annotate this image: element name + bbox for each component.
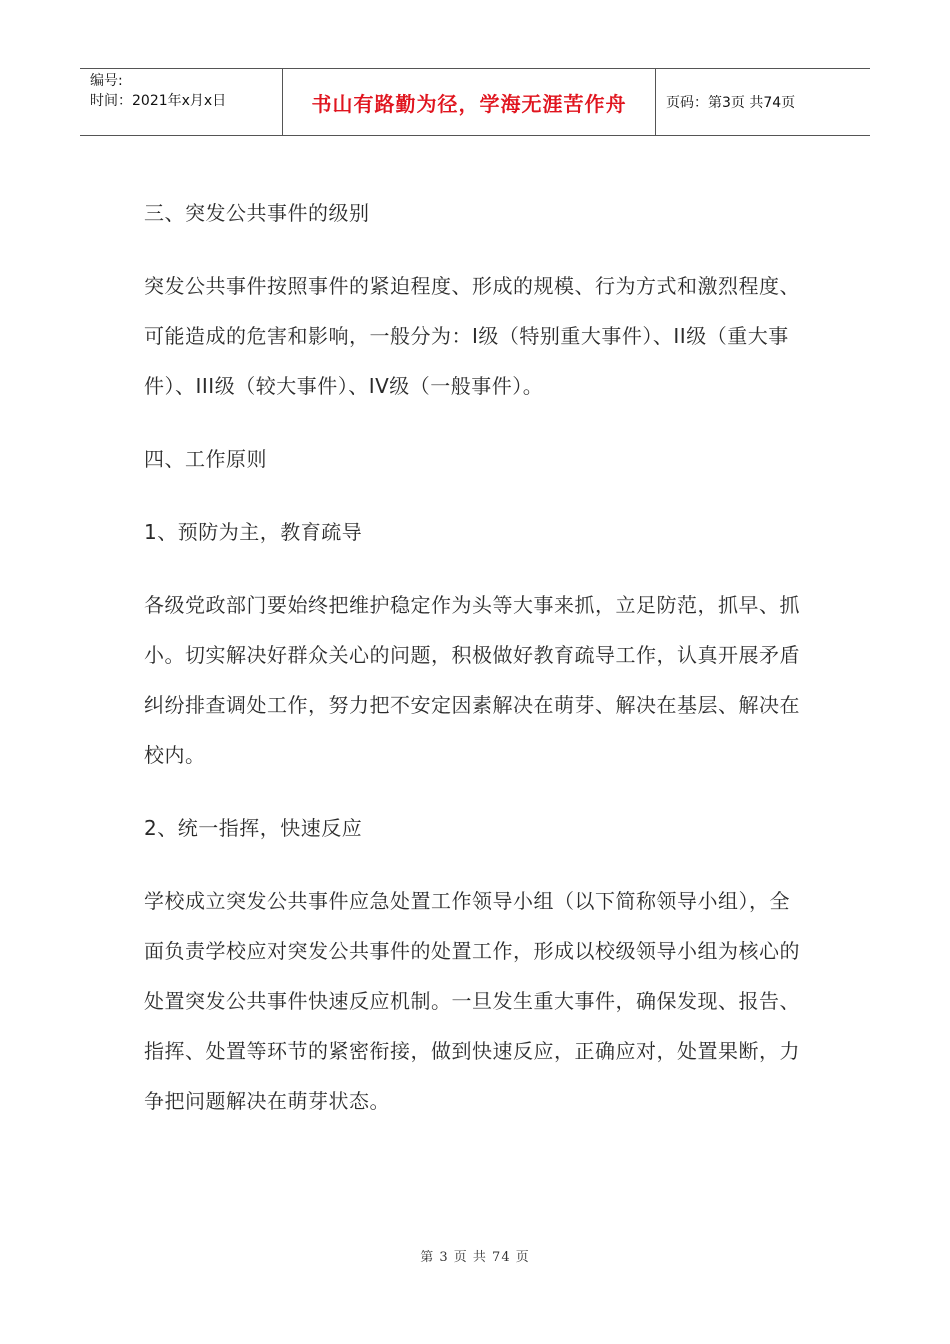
paragraph-command: 学校成立突发公共事件应急处置工作领导小组（以下简称领导小组），全面负责学校应对突发公共事件的处置工作，形成以校级领导小组为核心的处置突发公共事件快速反应机制。一旦发生重大事件，确保发现、报告、指挥、处置等环节的紧密衔接，做到快速反应，正确应对，处置果断，力争把问题解决在萌芽状态。 [144,889,800,1113]
page-header [80,68,870,136]
header-meta-cell [80,69,282,135]
paragraph-prevention: 各级党政部门要始终把维护稳定作为头等大事来抓，立足防范，抓早、抓小。切实解决好群众关心的问题，积极做好教育疏导工作，认真开展矛盾纠纷排查调处工作，努力把不安定因素解决在萌芽、解决在基层、解决在校内。 [144,593,800,767]
subheading-prevention: 1、预防为主，教育疏导 [144,520,363,544]
page-info: 页码：第3页 共74页 [666,95,796,111]
time-label: 时间：2021年x月x日 [90,93,227,109]
number-label: 编号: [90,73,123,89]
motto-text: 书山有路勤为径，学海无涯苦作舟 [311,91,627,116]
section-heading-principles: 四、工作原则 [144,447,267,471]
paragraph-levels: 突发公共事件按照事件的紧迫程度、形成的规模、行为方式和激烈程度、可能造成的危害和影响，一般分为：I级（特别重大事件）、II级（重大事件）、III级（较大事件）、IV级（一般事件）。 [144,274,800,398]
header-page-cell [656,69,870,135]
document-body [144,188,804,1149]
page-footer [0,1246,950,1265]
section-heading-levels: 三、突发公共事件的级别 [144,201,370,225]
subheading-command: 2、统一指挥，快速反应 [144,816,363,840]
footer-page-number: 第 3 页 共 74 页 [420,1250,530,1265]
header-motto-cell [282,69,656,135]
